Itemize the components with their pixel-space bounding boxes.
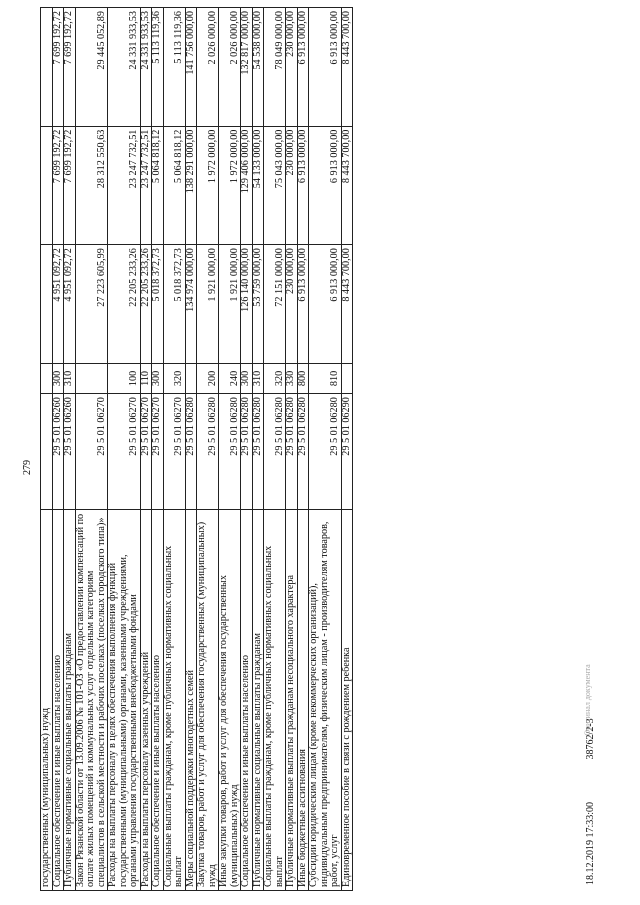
row-vr: 310 <box>252 363 264 393</box>
table-row <box>286 8 298 891</box>
row-code: 29 5 01 06280 <box>297 394 309 510</box>
row-value-2021: 8 443 700,00 <box>341 126 353 245</box>
row-value-2020: 6 913 000,00 <box>309 245 342 364</box>
row-value-2020: 22 205 233,26 <box>140 245 152 364</box>
row-value-2020: 22 205 233,26 <box>108 245 141 364</box>
row-value-2022: 78 049 000,00 <box>264 8 286 127</box>
table-row <box>297 8 309 891</box>
row-name: Социальное обеспечение и иные выплаты населению <box>52 510 64 891</box>
row-code: 29 5 01 06260 <box>52 394 64 510</box>
row-value-2020: 4 951 092,72 <box>52 245 64 364</box>
table-row <box>197 8 219 891</box>
row-value-2022: 24 331 933,53 <box>108 8 141 127</box>
row-name: Социальное обеспечение и иные выплаты населению <box>152 510 164 891</box>
row-value-2021: 23 247 732,51 <box>108 126 141 245</box>
table-row <box>264 8 286 891</box>
row-value-2022: 54 538 000,00 <box>252 8 264 127</box>
row-name: Закупка товаров, работ и услуг для обеспечения государственных (муниципальных) нужд <box>197 510 219 891</box>
row-name: Социальные выплаты гражданам, кроме публичных нормативных социальных выплат <box>264 510 286 891</box>
row-value-2022: 29 445 052,89 <box>75 8 108 127</box>
row-code: 29 5 01 06280 <box>185 394 197 510</box>
table-row <box>152 8 164 891</box>
row-name: Субсидии юридическим лицам (кроме некоммерческих организаций), индивидуальным предпринимателям, физическим лицам - производителям товаров, работ, услуг <box>309 510 342 891</box>
row-value-2022: 5 113 119,36 <box>152 8 164 127</box>
row-vr: 300 <box>152 363 164 393</box>
row-value-2021: 6 913 000,00 <box>309 126 342 245</box>
table-row <box>52 8 64 891</box>
faint-stamp: Оригинал документа <box>583 664 592 736</box>
row-name: государственных (муниципальных) нужд <box>41 510 53 891</box>
row-value-2021: 6 913 000,00 <box>297 126 309 245</box>
row-value-2020: 1 921 000,00 <box>219 245 241 364</box>
row-value-2021: 7 699 192,72 <box>64 126 76 245</box>
row-vr <box>341 363 353 393</box>
row-value-2021: 23 247 732,51 <box>140 126 152 245</box>
row-name: Единовременное пособие в связи с рождением ребенка <box>341 510 353 891</box>
row-name: Закон Рязанской области от 13.09.2006 № 101-ОЗ «О предоставлении компенсаций по оплате жилых помещений и коммунальных услуг отдельным категориям специалистов в сельской местности и рабочих поселках (поселках городского типа)» <box>75 510 108 891</box>
row-name: Социальные выплаты гражданам, кроме публичных нормативных социальных выплат <box>163 510 185 891</box>
row-vr: 200 <box>197 363 219 393</box>
budget-table <box>40 7 353 891</box>
table-row <box>185 8 197 891</box>
row-code: 29 5 01 06270 <box>152 394 164 510</box>
row-name: Публичные нормативные выплаты гражданам несоциального характера <box>286 510 298 891</box>
row-value-2020 <box>41 245 53 364</box>
row-value-2020: 53 759 000,00 <box>252 245 264 364</box>
row-name: Иные закупки товаров, работ и услуг для обеспечения государственных (муниципальных) нужд <box>219 510 241 891</box>
row-vr: 330 <box>286 363 298 393</box>
table-row <box>341 8 353 891</box>
table-row <box>64 8 76 891</box>
table-row <box>219 8 241 891</box>
row-name: Иные бюджетные ассигнования <box>297 510 309 891</box>
row-name: Расходы на выплаты персоналу казенных учреждений <box>140 510 152 891</box>
row-code: 29 5 01 06270 <box>75 394 108 510</box>
row-code: 29 5 01 06280 <box>264 394 286 510</box>
row-vr: 320 <box>264 363 286 393</box>
table-row <box>241 8 253 891</box>
budget-table-body <box>41 8 353 891</box>
row-vr <box>75 363 108 393</box>
table-row <box>309 8 342 891</box>
row-code: 29 5 01 06280 <box>219 394 241 510</box>
table-row <box>108 8 141 891</box>
row-value-2022: 8 443 700,00 <box>341 8 353 127</box>
row-value-2021: 5 064 818,12 <box>152 126 164 245</box>
row-value-2020: 27 223 605,99 <box>75 245 108 364</box>
row-value-2021: 1 972 000,00 <box>197 126 219 245</box>
row-value-2020: 6 913 000,00 <box>297 245 309 364</box>
footer-datetime: 18.12.2019 17:33:00 <box>585 801 596 885</box>
row-value-2020: 126 140 000,00 <box>241 245 253 364</box>
row-name: Публичные нормативные социальные выплаты гражданам <box>252 510 264 891</box>
table-row <box>140 8 152 891</box>
table-row <box>252 8 264 891</box>
row-vr: 320 <box>163 363 185 393</box>
row-value-2021: 1 972 000,00 <box>219 126 241 245</box>
row-name: Социальное обеспечение и иные выплаты населению <box>241 510 253 891</box>
row-value-2021: 75 043 000,00 <box>264 126 286 245</box>
row-value-2021: 28 312 550,63 <box>75 126 108 245</box>
footer-doc-id: 38762/2-3 <box>585 718 596 760</box>
row-vr: 310 <box>64 363 76 393</box>
row-value-2020: 230 000,00 <box>286 245 298 364</box>
row-value-2020: 4 951 092,72 <box>64 245 76 364</box>
row-code: 29 5 01 06270 <box>108 394 141 510</box>
row-value-2020: 5 018 372,73 <box>163 245 185 364</box>
row-code: 29 5 01 06280 <box>252 394 264 510</box>
row-value-2022 <box>41 8 53 127</box>
row-value-2021: 138 291 000,00 <box>185 126 197 245</box>
row-value-2022: 5 113 119,36 <box>163 8 185 127</box>
row-name: Публичные нормативные социальные выплаты гражданам <box>64 510 76 891</box>
row-value-2020: 5 018 372,73 <box>152 245 164 364</box>
table-row <box>163 8 185 891</box>
row-vr: 810 <box>309 363 342 393</box>
row-code: 29 5 01 06260 <box>64 394 76 510</box>
row-value-2020: 1 921 000,00 <box>197 245 219 364</box>
row-value-2021: 230 000,00 <box>286 126 298 245</box>
table-row <box>75 8 108 891</box>
row-code: 29 5 01 06270 <box>140 394 152 510</box>
row-value-2020: 134 974 000,00 <box>185 245 197 364</box>
row-value-2022: 7 699 192,72 <box>52 8 64 127</box>
row-value-2021: 54 133 000,00 <box>252 126 264 245</box>
row-value-2021: 7 699 192,72 <box>52 126 64 245</box>
row-vr <box>41 363 53 393</box>
table-row <box>41 8 53 891</box>
row-value-2020: 8 443 700,00 <box>341 245 353 364</box>
row-value-2022: 2 026 000,00 <box>197 8 219 127</box>
row-vr: 800 <box>297 363 309 393</box>
row-value-2020: 72 151 000,00 <box>264 245 286 364</box>
row-value-2021: 129 406 000,00 <box>241 126 253 245</box>
row-value-2022: 2 026 000,00 <box>219 8 241 127</box>
row-value-2022: 24 331 933,53 <box>140 8 152 127</box>
row-value-2022: 141 756 000,00 <box>185 8 197 127</box>
row-value-2021 <box>41 126 53 245</box>
row-code <box>41 394 53 510</box>
row-vr <box>185 363 197 393</box>
page-number: 279 <box>22 460 33 475</box>
row-code: 29 5 01 06290 <box>341 394 353 510</box>
row-value-2022: 7 699 192,72 <box>64 8 76 127</box>
row-vr: 110 <box>140 363 152 393</box>
row-value-2022: 132 817 000,00 <box>241 8 253 127</box>
row-vr: 300 <box>241 363 253 393</box>
row-code: 29 5 01 06280 <box>286 394 298 510</box>
row-vr: 100 <box>108 363 141 393</box>
row-vr: 240 <box>219 363 241 393</box>
row-code: 29 5 01 06280 <box>197 394 219 510</box>
row-name: Меры социальной поддержки многодетных семей <box>185 510 197 891</box>
row-code: 29 5 01 06270 <box>163 394 185 510</box>
row-value-2022: 6 913 000,00 <box>309 8 342 127</box>
row-vr: 300 <box>52 363 64 393</box>
row-value-2022: 230 000,00 <box>286 8 298 127</box>
row-value-2021: 5 064 818,12 <box>163 126 185 245</box>
row-code: 29 5 01 06280 <box>309 394 342 510</box>
row-name: Расходы на выплаты персоналу в целях обеспечения выполнения функций государственными (муниципальными) органами, казенными учреждениями, органами управления государственными внебюджетными фондами <box>108 510 141 891</box>
row-value-2022: 6 913 000,00 <box>297 8 309 127</box>
row-code: 29 5 01 06280 <box>241 394 253 510</box>
